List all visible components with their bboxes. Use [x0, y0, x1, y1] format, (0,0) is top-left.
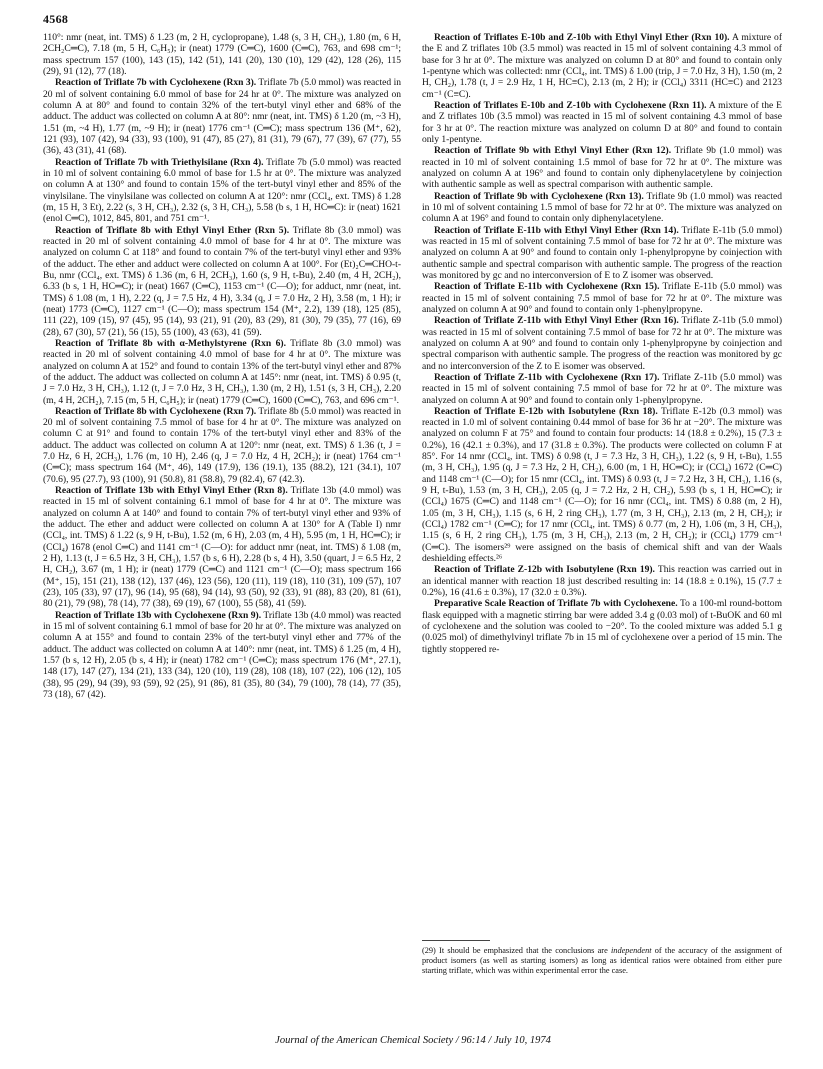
paragraph-preparative [422, 598, 782, 655]
paragraph-text: Triflate 8b (3.0 mmol) was reacted in 20 ml of solvent containing 4.0 mmol of base for 4 hr at 0°. The mixture was analyzed on column A at 152° and found to contain 13% of the tert-butyl vinyl ether and 87% of the adduct. The adduct was collected on column A at 145°: nmr (neat, int. TMS) δ 0.95 (t, J = 7.0 Hz, 3 H, CH₃), 1.12 (t, J = 7.0 Hz, 3 H, CH₃), 1.30 (m, 2 H), 1.51 (s, 3 H, CH₃), 2.20 (m, 4 H, 2CH₂), 7.15 (m, 5 H, C₆H₅); ir (neat) 1779 (C═C), 1600 (C═C), 763, and 696 cm⁻¹. [43, 337, 401, 406]
reaction-heading: Reaction of Triflate 7b with Triethylsilane (Rxn 4). [55, 156, 264, 168]
paragraph-text: Triflate 13b (4.0 mmol) was reacted in 15 ml of solvent containing 6.1 mmol of base for 20 hr at 0°. The mixture was analyzed on column A at 155° and found to contain 23% of the tert-butyl vinyl ether and 77% of the adduct. The adduct was collected on column A at 140°: nmr (neat, int. TMS) δ 1.25 (m, 4 H), 1.57 (b s, 12 H), 2.05 (b s, 4 H); ir (neat) 1782 cm⁻¹ (C═C); mass spectrum 176 (M⁺, 27.1), 148 (17), 147 (27), 134 (21), 133 (34), 120 (10), 119 (28), 108 (18), 107 (22), 106 (12), 105 (38), 95 (29), 94 (39), 93 (59), 92 (25), 91 (86), 81 (35), 80 (34), 79 (100), 78 (14), 77 (35), 73 (18), 67 (42). [43, 609, 401, 701]
paragraph-rxn-8 [43, 485, 401, 610]
journal-footer: Journal of the American Chemical Society / 96:14 / July 10, 1974 [275, 1035, 551, 1046]
reaction-heading: Reaction of Triflates E-10b and Z-10b with Ethyl Vinyl Ether (Rxn 10). [434, 32, 730, 43]
paragraph-rxn-4 [43, 157, 401, 225]
paragraph-text: Triflate 13b (4.0 mmol) was reacted in 15 ml of solvent containing 6.1 mmol of base for 4 hr at 0°. The mixture was analyzed on column A at 140° and found to contain 7% of tert-butyl vinyl ether and 93% of the adduct. The ether and adduct were collected on column A at 130° for A (Table I) nmr (CCl₄, int. TMS) δ 1.22 (s, 9 H, t-Bu), 1.52 (m, 6 H), 2.03 (m, 4 H), 5.95 (m, 1 H, HC═C); ir (CCl₄) 1678 (enol C═C) and 1141 cm⁻¹ (C—O): for adduct nmr (neat, int. TMS) δ 1.08 (m, 2 H), 1.13 (t, J = 6.5 Hz, 3 H, CH₃), 1.57 (b s, 6 H), 2.28 (b s, 4 H), 3.50 (quart, J = 6.5 Hz, 2 H, CH₂), 3.67 (m, 1 H); ir (neat) 1779 (C═C) and 1121 cm⁻¹ (C—O); mass spectrum 166 (M⁺, 15), 151 (21), 138 (12), 137 (46), 123 (56), 120 (11), 119 (18), 110 (31), 109 (57), 107 (23), 105 (33), 97 (17), 96 (14), 95 (68), 94 (14), 93 (50), 92 (33), 91 (88), 83 (20), 81 (61), 80 (21), 79 (98), 78 (14), 77 (38), 69 (19), 67 (100), 55 (58), 41 (59). [43, 485, 401, 610]
paragraph-text: To a 100-ml round-bottom flask equipped with a magnetic stirring bar were added 3.4 g (0.03 mol) of t-BuOK and 60 ml of cyclohexene and the solution was cooled to −20°. To the cooled mixture was added 5.1 g (0.025 mol) of dimethylvinyl triflate 7b in 15 ml of cyclohexene over a period of 15 min. The tightly stoppered re- [422, 598, 782, 655]
reaction-heading: Reaction of Triflate 7b with Cyclohexene (Rxn 3). [55, 77, 257, 89]
paragraph-rxn-13 [422, 191, 782, 225]
reaction-heading: Reaction of Triflate 13b with Cyclohexene (Rxn 9). [55, 609, 262, 621]
reaction-heading: Reaction of Triflate E-11b with Cyclohexene (Rxn 15). [434, 281, 660, 293]
paragraph-text: A mixture of the E and Z triflates 10b (3.5 mmol) was reacted in 15 ml of solvent containing 4.3 mmol of base for 3 hr at 0°. The reaction mixture was analyzed on column D at 80° and found to contain only 1-pentyne. [422, 99, 782, 145]
reaction-heading: Reaction of Triflate 8b with Ethyl Vinyl Ether (Rxn 5). [55, 224, 290, 236]
paragraph-text: A mixture of the E and Z triflates 10b (3.5 mmol) was reacted in 15 ml of solvent containing 4.3 mmol of base for 3 hr at 0°. The mixture was analyzed on column D at 80° and found to contain only 1-pentyne which was collected: nmr (CCl₄, int. TMS) δ 1.00 (trip, J = 7.0 Hz, 3 H), 1.50 (m, 2 H, CH₂), 1.78 (t, J = 2.9 Hz, 1 H, HC≡C), 2.13 (m, 2 H); ir (CCl₄) 3311 (HC≡C) and 2123 cm⁻¹ (C≡C). [422, 32, 782, 100]
paragraph-text: Triflate Z-11b (5.0 mmol) was reacted in 15 ml of solvent containing 7.5 mmol of base for 72 hr at 0°. The mixture was analyzed on column A at 90° and found to contain only 1-phenylpropyne by coinjection and spectral comparison with authentic sample. The progress of the reaction was monitored by gc and no interconversion of the Z to E isomer was observed. [422, 315, 782, 372]
paragraph-rxn-19 [422, 564, 782, 598]
reaction-heading: Reaction of Triflates E-10b and Z-10b with Cyclohexene (Rxn 11). [434, 99, 707, 111]
paragraph-text: Triflate 8b (5.0 mmol) was reacted in 20 ml of solvent containing 7.5 mmol of base for 4 hr at 0°. The mixture was analyzed on column C at 91° and found to contain 17% of the tert-butyl vinyl ether and 83% of the adduct. The adduct was collected on column A at 120°: nmr (neat, ext. TMS) δ 1.36 (t, J = 7.0 Hz, 6 H, 2CH₃), 1.76 (m, 10 H), 2.46 (q, J = 7.0 Hz, 4 H, 2CH₂); ir (neat) 1764 cm⁻¹ (C═C); mass spectrum 164 (M⁺, 46), 149 (17.9), 136 (19.1), 135 (88.2), 121 (34.1), 107 (70.6), 95 (27.7), 93 (100), 91 (50.8), 81 (58.8), 79 (82.4), 67 (42.3). [43, 405, 401, 485]
paragraph-rxn-12 [422, 145, 782, 190]
reaction-heading: Reaction of Triflate E-12b with Isobutylene (Rxn 18). [434, 405, 658, 417]
paragraph-rxn-17 [422, 372, 782, 406]
footnote-divider [422, 940, 490, 941]
footnote-text: It should be emphasized that the conclusions are [435, 946, 611, 955]
reaction-heading: Reaction of Triflate Z-11b with Ethyl Vinyl Ether (Rxn 16). [434, 315, 679, 327]
reaction-heading: Reaction of Triflate 9b with Ethyl Vinyl Ether (Rxn 12). [434, 145, 672, 157]
reaction-heading: Reaction of Triflate Z-12b with Isobutylene (Rxn 19). [434, 564, 655, 576]
paragraph-text: Triflate 7b (5.0 mmol) was reacted in 20 ml of solvent containing 6.0 mmol of base for 24 hr at 0°. The mixture was analyzed on column A at 80° and found to contain 32% of the tert-butyl vinyl ether and 68% of the adduct. The adduct was collected on column A at 80°: nmr (neat, int. TMS) δ 1.20 (m, ~3 H), 1.51 (m, ~4 H), 1.77 (m, ~9 H); ir (neat) 1776 cm⁻¹ (C═C); mass spectrum 136 (M⁺, 62), 121 (93), 107 (42), 94 (33), 93 (100), 91 (47), 85 (27), 81 (31), 79 (67), 77 (39), 67 (77), 55 (36), 43 (31), 41 (68). [43, 77, 401, 157]
page-number: 4568 [43, 12, 69, 26]
footnote-emphasis: independent [610, 946, 652, 955]
paragraph-rxn-6 [43, 338, 401, 406]
paragraph-text: 110°: nmr (neat, int. TMS) δ 1.23 (m, 2 H, cyclopropane), 1.48 (s, 3 H, CH₃), 1.80 (m, 6 H, 2CH₂C═C), 7.18 (m, 5 H, C₆H₅); ir (neat) 1779 (C═C), 1600 (C═C), 763, and 698 cm⁻¹; mass spectrum 157 (100), 143 (15), 142 (51), 141 (20), 130 (10), 129 (42), 128 (26), 115 (29), 91 (12), 77 (18). [43, 32, 401, 77]
paragraph-text: Triflate 9b (1.0 mmol) was reacted in 10 ml of solvent containing 1.5 mmol of base for 72 hr at 0°. The mixture was analyzed on column A at 196° and found to contain only diphenylacetylene by coinjection with authentic sample as well as spectral comparison with authentic sample. [422, 145, 782, 191]
footnote-label: (29) [422, 946, 436, 955]
paragraph-rxn-11 [422, 100, 782, 145]
paragraph-rxn-10 [422, 32, 782, 100]
paragraph-text: Triflate E-11b (5.0 mmol) was reacted in 15 ml of solvent containing 7.5 mmol of base for 72 hr at 0°. The mixture was analyzed on column A at 90° and found to contain only 1-phenylpropyne by coinjection with authentic sample and spectral comparison with authentic sample. The progress of the reaction was monitored by gc and no interconversion of E to Z isomer was observed. [422, 224, 782, 281]
paragraph-text: Triflate E-11b (5.0 mmol) was reacted in 15 ml of solvent containing 7.5 mmol of base for 72 hr at 0°. The mixture was analyzed on column A at 90° and found to contain only 1-phenylpropyne. [422, 281, 782, 315]
paragraph-text: Triflate 7b (5.0 mmol) was reacted in 10 ml of solvent containing 6.0 mmol of base for 1.5 hr at 0°. The mixture was analyzed on column A at 130° and found to contain 15% of the tert-butyl vinyl ether and 85% of the vinylsilane. The vinylsilane was collected on column A at 120°: nmr (CCl₄, ext. TMS) δ 1.28 (m, 15 H, 3 Et), 2.22 (s, 3 H, CH₃), 2.32 (s, 3 H, CH₃), 5.58 (b s, 1 H, HC═C): ir (neat) 1621 (enol C═C), 1012, 845, 801, and 751 cm⁻¹. [43, 156, 401, 225]
paragraph-rxn-14 [422, 225, 782, 282]
paragraph-rxn-15 [422, 281, 782, 315]
reaction-heading: Reaction of Triflate Z-11b with Cyclohexene (Rxn 17). [434, 371, 660, 383]
reaction-heading: Reaction of Triflate 8b with Cyclohexene (Rxn 7). [55, 405, 257, 417]
paragraph-rxn-9 [43, 610, 401, 701]
paragraph-rxn-3 [43, 77, 401, 156]
reaction-heading: Reaction of Triflate 9b with Cyclohexene (Rxn 13). [434, 190, 644, 202]
right-column [422, 32, 782, 936]
footnote-text-end: of the accuracy of the assignment of product isomers (as well as starting isomers) as long as identical ratios were obtained from either pure starting triflate, which was within experimental error the case. [422, 946, 782, 975]
paragraph-text: Triflate 8b (3.0 mmol) was reacted in 20 ml of solvent containing 4.0 mmol of base for 4 hr at 0°. The mixture was analyzed on column C at 118° and found to contain 7% of the tert-butyl vinyl ether and 93% of the adduct. The ether and adduct were collected on column A at 100°. For (Et)₂C═CHO-t-Bu, nmr (CCl₄, ext. TMS) δ 1.36 (m, 6 H, 2CH₃), 1.60 (s, 9 H, t-Bu), 2.40 (m, 4 H, 2CH₂), 6.33 (b s, 1 H, HC═C); ir (neat) 1667 (C═C), 1153 cm⁻¹ (C—O); for adduct, nmr (neat, int. TMS) δ 1.08 (m, 1 H), 2.22 (q, J = 7.5 Hz, 4 H), 3.34 (q, J = 7.0 Hz, 2 H), 3.58 (m, 1 H); ir (neat) 1773 (C═C), 1127 cm⁻¹ (C—O); mass spectrum 154 (M⁺, 2.2), 139 (18), 125 (85), 111 (22), 109 (15), 97 (45), 95 (14), 93 (21), 91 (20), 83 (29), 81 (30), 79 (35), 77 (16), 69 (28), 67 (30), 57 (21), 56 (15), 55 (100), 43 (63), 41 (59). [43, 224, 401, 338]
paragraph-rxn-5 [43, 225, 401, 338]
paragraph-text: Triflate 9b (1.0 mmol) was reacted in 10 ml of solvent containing 1.5 mmol of base for 72 hr at 0°. The mixture was analyzed on column A at 196° and found to contain only diphenylacetylene. [422, 190, 782, 225]
paragraph-rxn-16 [422, 315, 782, 372]
reaction-heading: Reaction of Triflate 13b with Ethyl Vinyl Ether (Rxn 8). [55, 485, 288, 497]
reaction-heading: Reaction of Triflate E-11b with Ethyl Vinyl Ether (Rxn 14). [434, 224, 679, 236]
paragraph-text: Triflate Z-11b (5.0 mmol) was reacted in 15 ml of solvent containing 7.5 mmol of base for 72 hr at 0°. The mixture was analyzed on column A at 90° and found to contain only 1-phenylpropyne. [422, 371, 782, 406]
paragraph-rxn-7 [43, 406, 401, 485]
paragraph-text: Triflate E-12b (0.3 mmol) was reacted in 1.0 ml of solvent containing 0.44 mmol of base for 36 hr at −20°. The mixture was analyzed on column F at 75° and found to contain four products: 14 (18.8 ± 0.2%), 15 (7.3 ± 0.2%), 16 (42.1 ± 0.3%), and 17 (31.8 ± 0.3%). The products were collected on column F at 85°. For 14 nmr (CCl₄, int. TMS) δ 0.98 (t, J = 7.3 Hz, 3 H, CH₃), 1.22 (s, 9 H, t-Bu), 1.55 (m, 3 H, CH₃), 1.95 (q, J = 7.3 Hz, 2 H, CH₂), 6.00 (m, 1 H, HC═C); ir (CCl₄) 1672 (C═C) and 1148 cm⁻¹ (C—O); for 15 nmr (CCl₄, int. TMS) δ 0.93 (t, J = 7.2 Hz, 3 H, CH₃), 1.16 (s, 9 H, t-Bu), 1.53 (m, 3 H, CH₃), 2.05 (q, J = 7.2 Hz, 2 H, CH₂), 5.93 (b s, 1 H, HC═C); ir (CCl₄) 1675 (C═C) and 1148 cm⁻¹ (C—O); for 16 nmr (CCl₄, int. TMS) δ 0.88 (m, 2 H), 1.05 (m, 3 H, CH₃), 1.15 (s, 6 H, 2 ring CH₃), 1.77 (m, 3 H, CH₃), 2.13 (m, 2 H, CH₂); ir (CCl₄) 1782 cm⁻¹ (C═C); for 17 nmr (CCl₄, int. TMS) δ 0.77 (m, 2 H), 1.06 (m, 3 H, CH₃), 1.15 (s, 6 H, 2 ring CH₃), 1.75 (m, 3 H, CH₃), 2.13 (m, 2 H, CH₂); ir (CCl₄) 1779 cm⁻¹ (C═C). The isomers²⁹ were assigned on the basis of chemical shift and van der Waals deshielding effects.²⁶ [422, 405, 782, 565]
paragraph-continued [43, 32, 401, 77]
left-column [43, 32, 401, 997]
reaction-heading: Reaction of Triflate 8b with α-Methylstyrene (Rxn 6). [55, 337, 286, 349]
paragraph-rxn-18 [422, 406, 782, 565]
reaction-heading: Preparative Scale Reaction of Triflate 7b with Cyclohexene. [434, 598, 678, 610]
paragraph-text: This reaction was carried out in an identical manner with reaction 18 just described resulting in: 14 (18.8 ± 0.1%), 15 (7.7 ± 0.2%), 16 (41.6 ± 0.3%), 17 (32.0 ± 0.3%). [422, 564, 782, 599]
footnote-29 [422, 946, 782, 976]
